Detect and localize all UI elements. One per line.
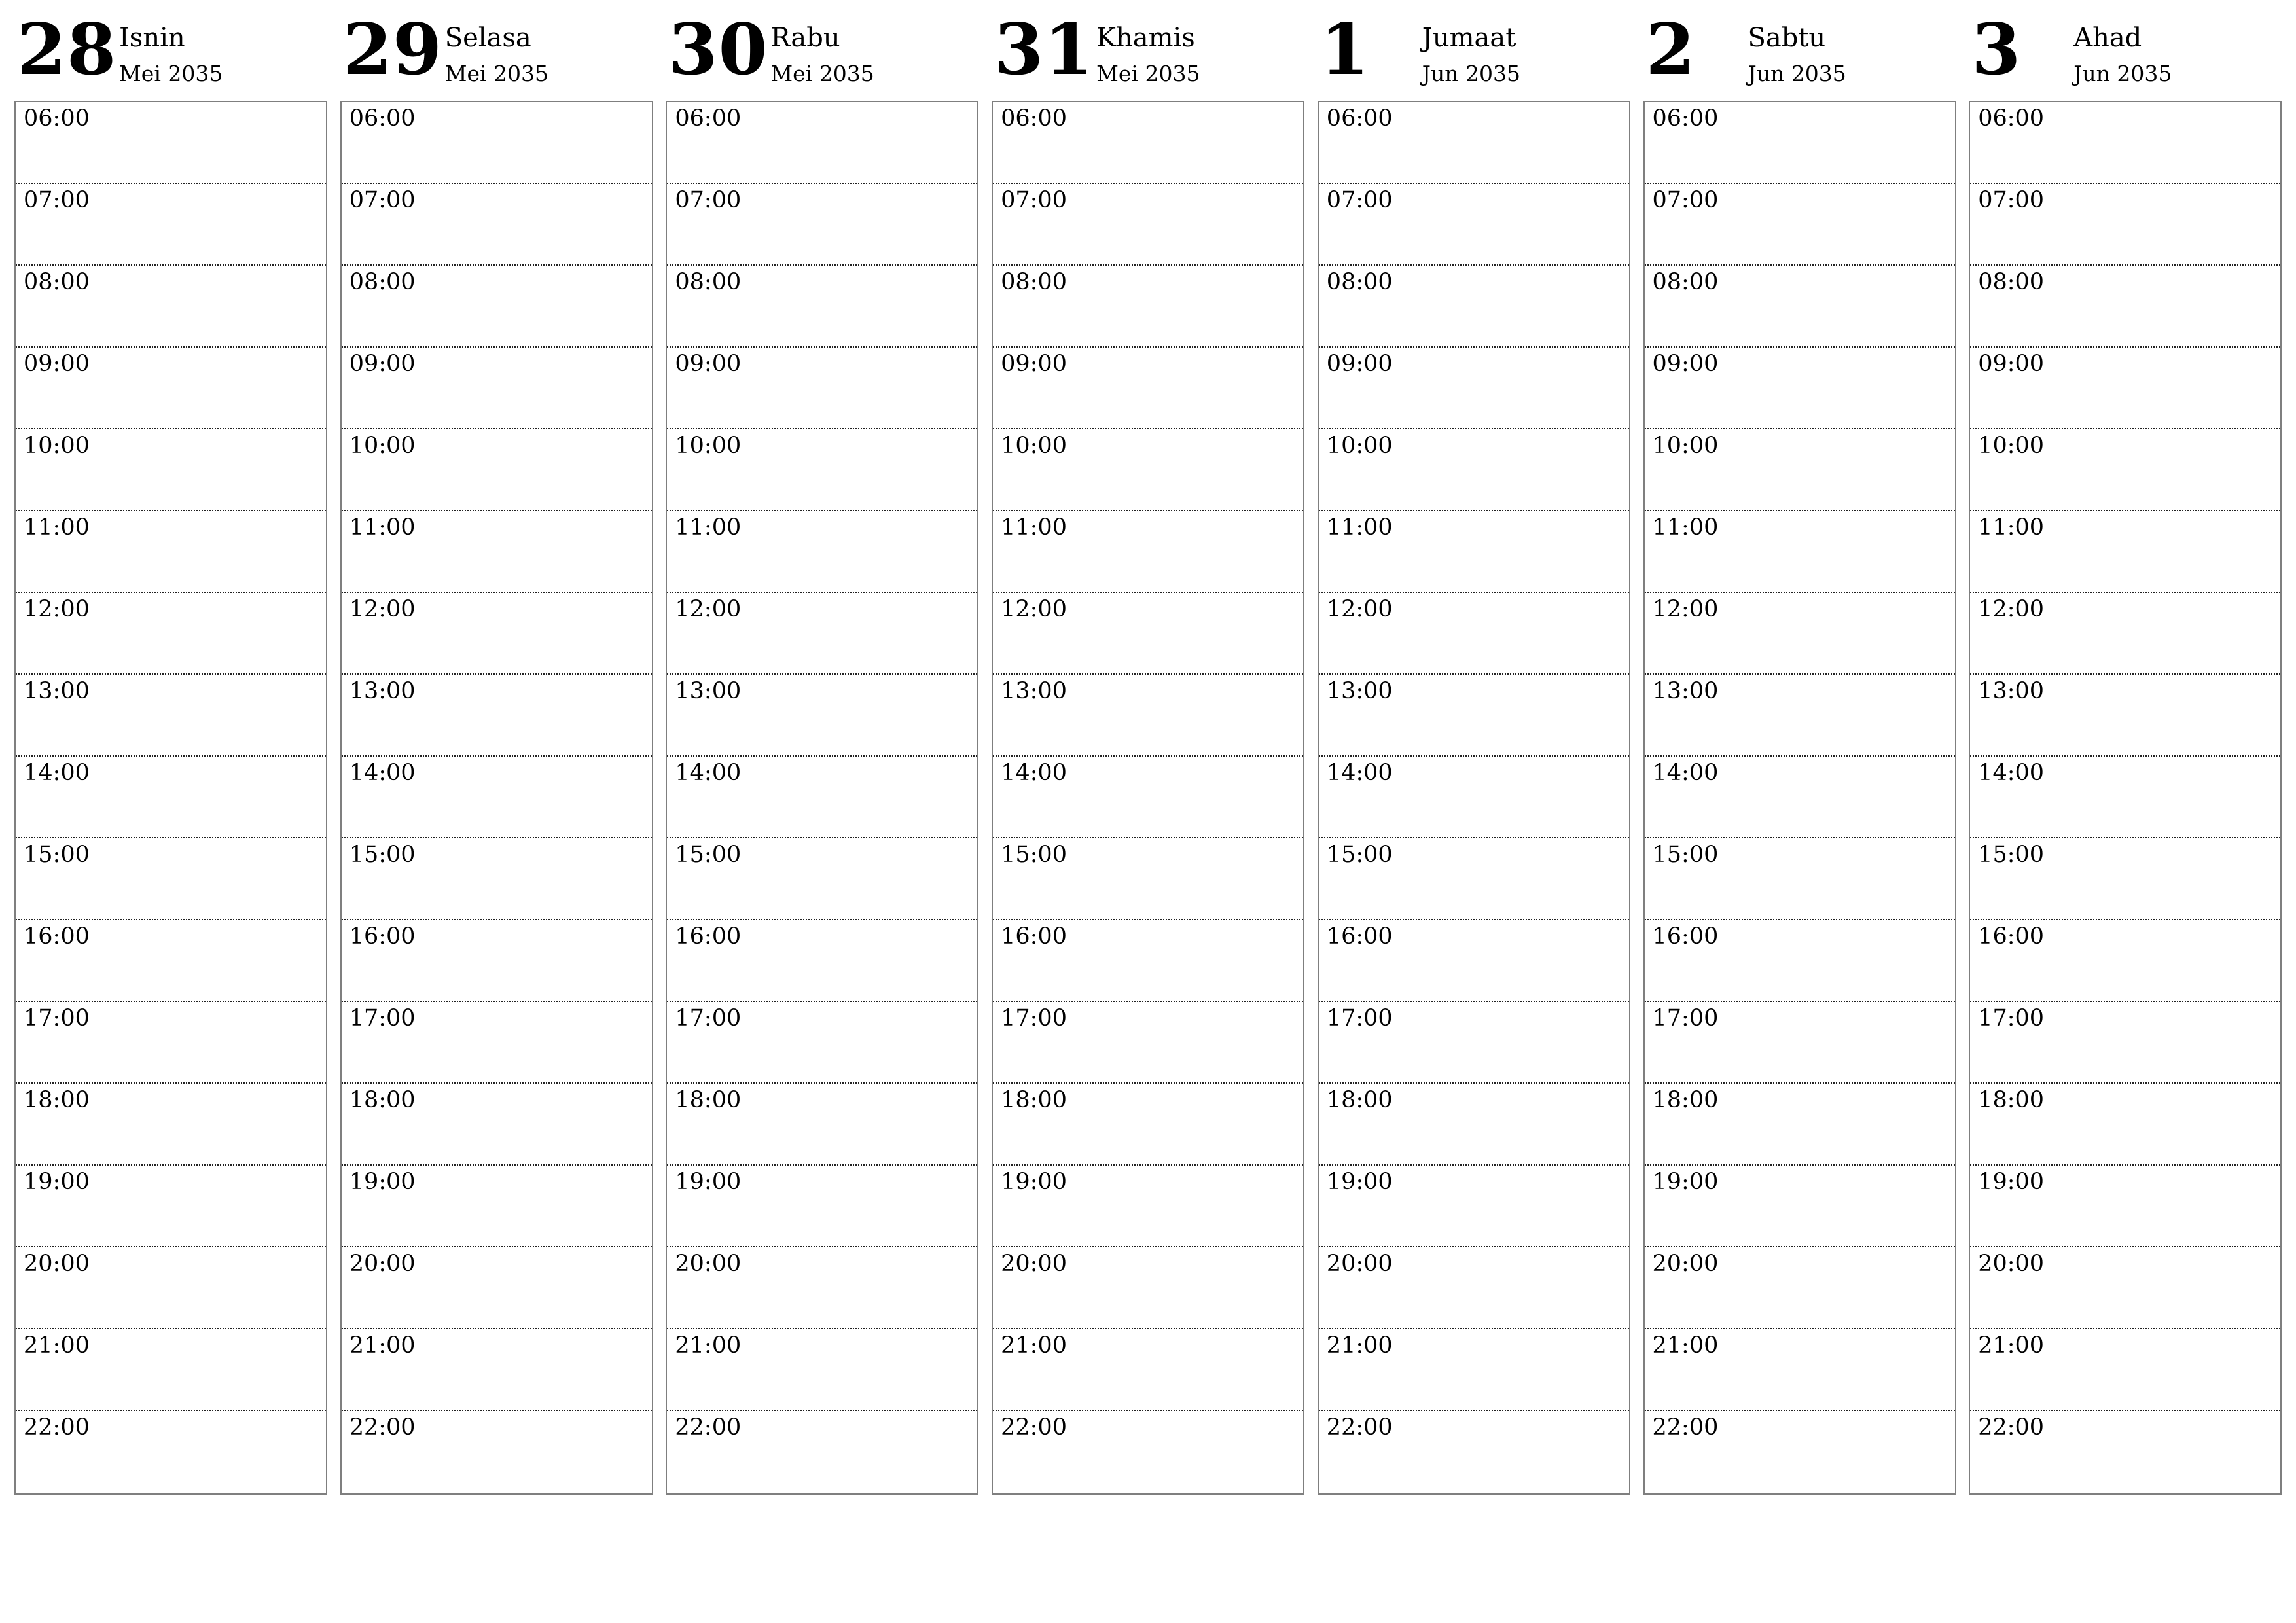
hour-label: 21:00 <box>1326 1332 1393 1359</box>
hour-slot[interactable] <box>342 348 652 429</box>
hour-slot[interactable] <box>1645 1329 1955 1411</box>
hour-slot[interactable] <box>667 1166 977 1247</box>
hour-label: 18:00 <box>349 1087 416 1113</box>
day-number: 31 <box>994 9 1094 91</box>
hour-slot[interactable] <box>667 920 977 1002</box>
hour-label: 14:00 <box>1978 760 2045 786</box>
hour-slot[interactable] <box>16 757 326 838</box>
day-name: Rabu <box>770 23 840 53</box>
hour-slot[interactable] <box>1970 675 2280 757</box>
hour-label: 18:00 <box>1978 1087 2045 1113</box>
hour-label: 21:00 <box>675 1332 742 1359</box>
hour-slot[interactable] <box>1319 266 1629 348</box>
day-name: Isnin <box>119 23 185 53</box>
hour-label: 10:00 <box>1326 433 1393 459</box>
hour-slot[interactable] <box>16 920 326 1002</box>
hour-label: 07:00 <box>1652 187 1719 213</box>
hour-label: 12:00 <box>675 596 742 622</box>
hour-label: 21:00 <box>1978 1332 2045 1359</box>
hour-slot[interactable] <box>1970 102 2280 184</box>
hour-label: 22:00 <box>24 1414 90 1440</box>
hour-slot[interactable] <box>16 838 326 920</box>
hour-slot[interactable] <box>1970 1247 2280 1329</box>
hour-label: 13:00 <box>349 678 416 704</box>
hour-label: 19:00 <box>1978 1169 2045 1195</box>
hour-label: 14:00 <box>675 760 742 786</box>
hour-label: 17:00 <box>1978 1005 2045 1031</box>
hour-slot[interactable] <box>342 1411 652 1493</box>
hour-slot[interactable] <box>993 675 1303 757</box>
hour-slot[interactable] <box>1645 1247 1955 1329</box>
hour-label: 18:00 <box>1001 1087 1067 1113</box>
hour-label: 09:00 <box>1001 351 1067 377</box>
hour-slot[interactable] <box>342 266 652 348</box>
hour-slot[interactable] <box>16 675 326 757</box>
hour-slot[interactable] <box>1645 838 1955 920</box>
hour-slot[interactable] <box>1970 1084 2280 1166</box>
day-header <box>1969 0 2282 98</box>
day-column <box>14 0 327 1499</box>
hour-label: 19:00 <box>24 1169 90 1195</box>
hour-slot[interactable] <box>16 1002 326 1084</box>
hour-label: 10:00 <box>349 433 416 459</box>
hour-label: 06:00 <box>24 105 90 132</box>
hour-slot[interactable] <box>1645 429 1955 511</box>
hour-label: 08:00 <box>1978 269 2045 295</box>
hour-slot[interactable] <box>667 1411 977 1493</box>
hour-slot[interactable] <box>1970 1411 2280 1493</box>
hour-label: 17:00 <box>675 1005 742 1031</box>
hour-label: 13:00 <box>675 678 742 704</box>
hour-slot[interactable] <box>1645 1166 1955 1247</box>
hour-label: 09:00 <box>1326 351 1393 377</box>
hour-slot[interactable] <box>1319 511 1629 593</box>
hour-slot[interactable] <box>342 1247 652 1329</box>
day-column <box>1969 0 2282 1499</box>
hour-label: 11:00 <box>1326 514 1393 541</box>
hour-slot[interactable] <box>16 1411 326 1493</box>
hour-slot[interactable] <box>16 348 326 429</box>
hour-slot[interactable] <box>1645 675 1955 757</box>
hour-label: 21:00 <box>24 1332 90 1359</box>
hour-label: 13:00 <box>1978 678 2045 704</box>
hour-label: 12:00 <box>1326 596 1393 622</box>
hour-slot[interactable] <box>1645 102 1955 184</box>
day-header <box>666 0 978 98</box>
hour-label: 16:00 <box>1001 923 1067 950</box>
hour-label: 19:00 <box>675 1169 742 1195</box>
day-number: 1 <box>1319 9 1370 91</box>
hour-label: 16:00 <box>675 923 742 950</box>
day-name: Khamis <box>1096 23 1195 53</box>
hour-slot[interactable] <box>993 348 1303 429</box>
hour-slot[interactable] <box>1319 757 1629 838</box>
hour-label: 09:00 <box>675 351 742 377</box>
hour-slot[interactable] <box>1319 1411 1629 1493</box>
hour-label: 20:00 <box>1326 1251 1393 1277</box>
hour-slot[interactable] <box>993 757 1303 838</box>
hour-label: 13:00 <box>1326 678 1393 704</box>
day-schedule-box[interactable] <box>340 101 653 1495</box>
day-column <box>666 0 978 1499</box>
hour-slot[interactable] <box>993 1411 1303 1493</box>
day-number: 29 <box>342 9 442 91</box>
day-header <box>1643 0 1956 98</box>
hour-label: 20:00 <box>24 1251 90 1277</box>
hour-label: 17:00 <box>349 1005 416 1031</box>
hour-label: 12:00 <box>349 596 416 622</box>
day-column <box>340 0 653 1499</box>
hour-slot[interactable] <box>16 1084 326 1166</box>
hour-slot[interactable] <box>667 757 977 838</box>
hour-slot[interactable] <box>667 102 977 184</box>
hour-label: 11:00 <box>349 514 416 541</box>
day-header <box>1318 0 1630 98</box>
hour-slot[interactable] <box>667 675 977 757</box>
hour-slot[interactable] <box>1319 184 1629 266</box>
day-schedule-box[interactable] <box>1969 101 2282 1495</box>
hour-label: 08:00 <box>349 269 416 295</box>
hour-label: 08:00 <box>1326 269 1393 295</box>
day-schedule-box[interactable] <box>992 101 1304 1495</box>
hour-label: 19:00 <box>1652 1169 1719 1195</box>
hour-label: 14:00 <box>1326 760 1393 786</box>
hour-label: 12:00 <box>1978 596 2045 622</box>
hour-slot[interactable] <box>342 1084 652 1166</box>
hour-label: 18:00 <box>24 1087 90 1113</box>
hour-label: 13:00 <box>24 678 90 704</box>
hour-label: 19:00 <box>1326 1169 1393 1195</box>
day-header <box>14 0 327 98</box>
hour-slot[interactable] <box>342 757 652 838</box>
hour-label: 22:00 <box>1001 1414 1067 1440</box>
hour-label: 20:00 <box>1652 1251 1719 1277</box>
hour-label: 11:00 <box>1652 514 1719 541</box>
hour-label: 11:00 <box>1001 514 1067 541</box>
hour-label: 06:00 <box>349 105 416 132</box>
day-column <box>1318 0 1630 1499</box>
hour-slot[interactable] <box>1319 838 1629 920</box>
hour-slot[interactable] <box>667 1084 977 1166</box>
hour-label: 14:00 <box>349 760 416 786</box>
day-column <box>992 0 1304 1499</box>
hour-label: 12:00 <box>1652 596 1719 622</box>
hour-label: 06:00 <box>1001 105 1067 132</box>
day-month-year: Mei 2035 <box>770 61 874 86</box>
hour-slot[interactable] <box>1645 593 1955 675</box>
hour-label: 18:00 <box>1326 1087 1393 1113</box>
hour-slot[interactable] <box>1319 593 1629 675</box>
hour-slot[interactable] <box>667 348 977 429</box>
hour-slot[interactable] <box>1319 1329 1629 1411</box>
hour-label: 19:00 <box>1001 1169 1067 1195</box>
day-schedule-box[interactable] <box>666 101 978 1495</box>
hour-slot[interactable] <box>1970 511 2280 593</box>
hour-label: 22:00 <box>349 1414 416 1440</box>
hour-label: 11:00 <box>1978 514 2045 541</box>
hour-label: 09:00 <box>24 351 90 377</box>
hour-label: 10:00 <box>675 433 742 459</box>
hour-label: 09:00 <box>349 351 416 377</box>
day-schedule-box[interactable] <box>14 101 327 1495</box>
hour-slot[interactable] <box>342 1002 652 1084</box>
day-month-year: Mei 2035 <box>119 61 223 86</box>
hour-slot[interactable] <box>1970 1002 2280 1084</box>
hour-label: 21:00 <box>1001 1332 1067 1359</box>
hour-label: 13:00 <box>1652 678 1719 704</box>
hour-slot[interactable] <box>667 511 977 593</box>
hour-label: 06:00 <box>1978 105 2045 132</box>
day-month-year: Jun 2035 <box>1422 61 1521 86</box>
hour-slot[interactable] <box>1970 1329 2280 1411</box>
hour-slot[interactable] <box>16 1247 326 1329</box>
hour-label: 21:00 <box>1652 1332 1719 1359</box>
hour-label: 21:00 <box>349 1332 416 1359</box>
hour-label: 08:00 <box>24 269 90 295</box>
hour-slot[interactable] <box>993 1329 1303 1411</box>
hour-slot[interactable] <box>16 266 326 348</box>
hour-slot[interactable] <box>667 593 977 675</box>
hour-slot[interactable] <box>342 1329 652 1411</box>
hour-slot[interactable] <box>1319 1166 1629 1247</box>
hour-slot[interactable] <box>1970 266 2280 348</box>
hour-label: 22:00 <box>675 1414 742 1440</box>
hour-slot[interactable] <box>1970 348 2280 429</box>
hour-slot[interactable] <box>1970 1166 2280 1247</box>
day-name: Ahad <box>2073 23 2142 53</box>
hour-label: 11:00 <box>675 514 742 541</box>
hour-slot[interactable] <box>1645 266 1955 348</box>
hour-slot[interactable] <box>342 838 652 920</box>
hour-label: 07:00 <box>24 187 90 213</box>
hour-label: 08:00 <box>1001 269 1067 295</box>
hour-slot[interactable] <box>667 1329 977 1411</box>
hour-label: 16:00 <box>1326 923 1393 950</box>
hour-slot[interactable] <box>1970 920 2280 1002</box>
hour-slot[interactable] <box>16 511 326 593</box>
hour-slot[interactable] <box>342 593 652 675</box>
hour-label: 14:00 <box>24 760 90 786</box>
hour-label: 20:00 <box>1001 1251 1067 1277</box>
day-month-year: Mei 2035 <box>444 61 549 86</box>
hour-slot[interactable] <box>1970 593 2280 675</box>
hour-slot[interactable] <box>1319 1002 1629 1084</box>
hour-slot[interactable] <box>1970 757 2280 838</box>
hour-slot[interactable] <box>16 593 326 675</box>
hour-label: 15:00 <box>24 842 90 868</box>
day-name: Selasa <box>444 23 531 53</box>
weekly-planner <box>14 0 2282 1499</box>
hour-slot[interactable] <box>1970 838 2280 920</box>
hour-slot[interactable] <box>1319 1247 1629 1329</box>
hour-label: 10:00 <box>1978 433 2045 459</box>
hour-slot[interactable] <box>1319 675 1629 757</box>
day-number: 28 <box>17 9 117 91</box>
hour-label: 15:00 <box>675 842 742 868</box>
hour-slot[interactable] <box>342 429 652 511</box>
hour-label: 22:00 <box>1652 1414 1719 1440</box>
day-month-year: Mei 2035 <box>1096 61 1200 86</box>
day-header <box>992 0 1304 98</box>
hour-slot[interactable] <box>16 1166 326 1247</box>
hour-slot[interactable] <box>667 184 977 266</box>
hour-slot[interactable] <box>1319 1084 1629 1166</box>
hour-slot[interactable] <box>993 184 1303 266</box>
day-number: 30 <box>668 9 768 91</box>
hour-label: 15:00 <box>1652 842 1719 868</box>
hour-slot[interactable] <box>1970 184 2280 266</box>
hour-label: 18:00 <box>1652 1087 1719 1113</box>
hour-label: 10:00 <box>24 433 90 459</box>
hour-slot[interactable] <box>16 1329 326 1411</box>
hour-label: 15:00 <box>1326 842 1393 868</box>
hour-label: 15:00 <box>349 842 416 868</box>
hour-slot[interactable] <box>993 102 1303 184</box>
hour-label: 08:00 <box>1652 269 1719 295</box>
hour-label: 12:00 <box>1001 596 1067 622</box>
hour-slot[interactable] <box>1645 1002 1955 1084</box>
hour-slot[interactable] <box>16 184 326 266</box>
hour-label: 17:00 <box>1001 1005 1067 1031</box>
hour-slot[interactable] <box>342 920 652 1002</box>
hour-label: 10:00 <box>1652 433 1719 459</box>
hour-label: 07:00 <box>349 187 416 213</box>
hour-slot[interactable] <box>993 429 1303 511</box>
hour-slot[interactable] <box>993 1002 1303 1084</box>
hour-label: 19:00 <box>349 1169 416 1195</box>
day-header <box>340 0 653 98</box>
hour-label: 20:00 <box>349 1251 416 1277</box>
day-month-year: Jun 2035 <box>1748 61 1846 86</box>
hour-label: 16:00 <box>24 923 90 950</box>
day-name: Jumaat <box>1422 23 1516 53</box>
hour-label: 11:00 <box>24 514 90 541</box>
hour-slot[interactable] <box>1645 1084 1955 1166</box>
hour-slot[interactable] <box>16 429 326 511</box>
hour-slot[interactable] <box>1319 429 1629 511</box>
hour-label: 20:00 <box>675 1251 742 1277</box>
hour-slot[interactable] <box>993 838 1303 920</box>
day-number: 2 <box>1645 9 1696 91</box>
hour-label: 07:00 <box>1326 187 1393 213</box>
day-name: Sabtu <box>1748 23 1826 53</box>
day-schedule-box[interactable] <box>1318 101 1630 1495</box>
hour-label: 06:00 <box>1326 105 1393 132</box>
hour-slot[interactable] <box>667 1002 977 1084</box>
hour-slot[interactable] <box>993 1084 1303 1166</box>
hour-label: 22:00 <box>1326 1414 1393 1440</box>
day-number: 3 <box>1971 9 2022 91</box>
hour-label: 20:00 <box>1978 1251 2045 1277</box>
hour-label: 14:00 <box>1652 760 1719 786</box>
hour-slot[interactable] <box>667 1247 977 1329</box>
hour-label: 08:00 <box>675 269 742 295</box>
hour-slot[interactable] <box>993 1247 1303 1329</box>
hour-slot[interactable] <box>993 1166 1303 1247</box>
hour-label: 09:00 <box>1978 351 2045 377</box>
hour-slot[interactable] <box>342 184 652 266</box>
hour-label: 15:00 <box>1978 842 2045 868</box>
hour-slot[interactable] <box>1645 1411 1955 1493</box>
hour-slot[interactable] <box>993 593 1303 675</box>
day-month-year: Jun 2035 <box>2073 61 2172 86</box>
hour-slot[interactable] <box>16 102 326 184</box>
hour-slot[interactable] <box>1645 348 1955 429</box>
hour-label: 13:00 <box>1001 678 1067 704</box>
hour-label: 07:00 <box>675 187 742 213</box>
hour-slot[interactable] <box>667 838 977 920</box>
hour-label: 06:00 <box>675 105 742 132</box>
hour-label: 17:00 <box>1652 1005 1719 1031</box>
hour-slot[interactable] <box>667 429 977 511</box>
hour-label: 16:00 <box>1652 923 1719 950</box>
hour-slot[interactable] <box>1645 920 1955 1002</box>
hour-label: 17:00 <box>1326 1005 1393 1031</box>
hour-slot[interactable] <box>1319 920 1629 1002</box>
hour-slot[interactable] <box>667 266 977 348</box>
hour-label: 10:00 <box>1001 433 1067 459</box>
hour-label: 16:00 <box>1978 923 2045 950</box>
hour-label: 09:00 <box>1652 351 1719 377</box>
hour-slot[interactable] <box>342 1166 652 1247</box>
day-column <box>1643 0 1956 1499</box>
day-schedule-box[interactable] <box>1643 101 1956 1495</box>
hour-label: 18:00 <box>675 1087 742 1113</box>
hour-slot[interactable] <box>1645 184 1955 266</box>
hour-slot[interactable] <box>1970 429 2280 511</box>
hour-label: 15:00 <box>1001 842 1067 868</box>
hour-slot[interactable] <box>1645 511 1955 593</box>
hour-label: 17:00 <box>24 1005 90 1031</box>
hour-slot[interactable] <box>1319 102 1629 184</box>
hour-label: 06:00 <box>1652 105 1719 132</box>
hour-slot[interactable] <box>342 511 652 593</box>
hour-label: 14:00 <box>1001 760 1067 786</box>
hour-slot[interactable] <box>993 266 1303 348</box>
hour-slot[interactable] <box>993 920 1303 1002</box>
hour-label: 22:00 <box>1978 1414 2045 1440</box>
hour-slot[interactable] <box>1319 348 1629 429</box>
hour-slot[interactable] <box>993 511 1303 593</box>
hour-slot[interactable] <box>342 102 652 184</box>
hour-label: 07:00 <box>1978 187 2045 213</box>
hour-label: 16:00 <box>349 923 416 950</box>
hour-label: 12:00 <box>24 596 90 622</box>
hour-slot[interactable] <box>342 675 652 757</box>
hour-label: 07:00 <box>1001 187 1067 213</box>
hour-slot[interactable] <box>1645 757 1955 838</box>
